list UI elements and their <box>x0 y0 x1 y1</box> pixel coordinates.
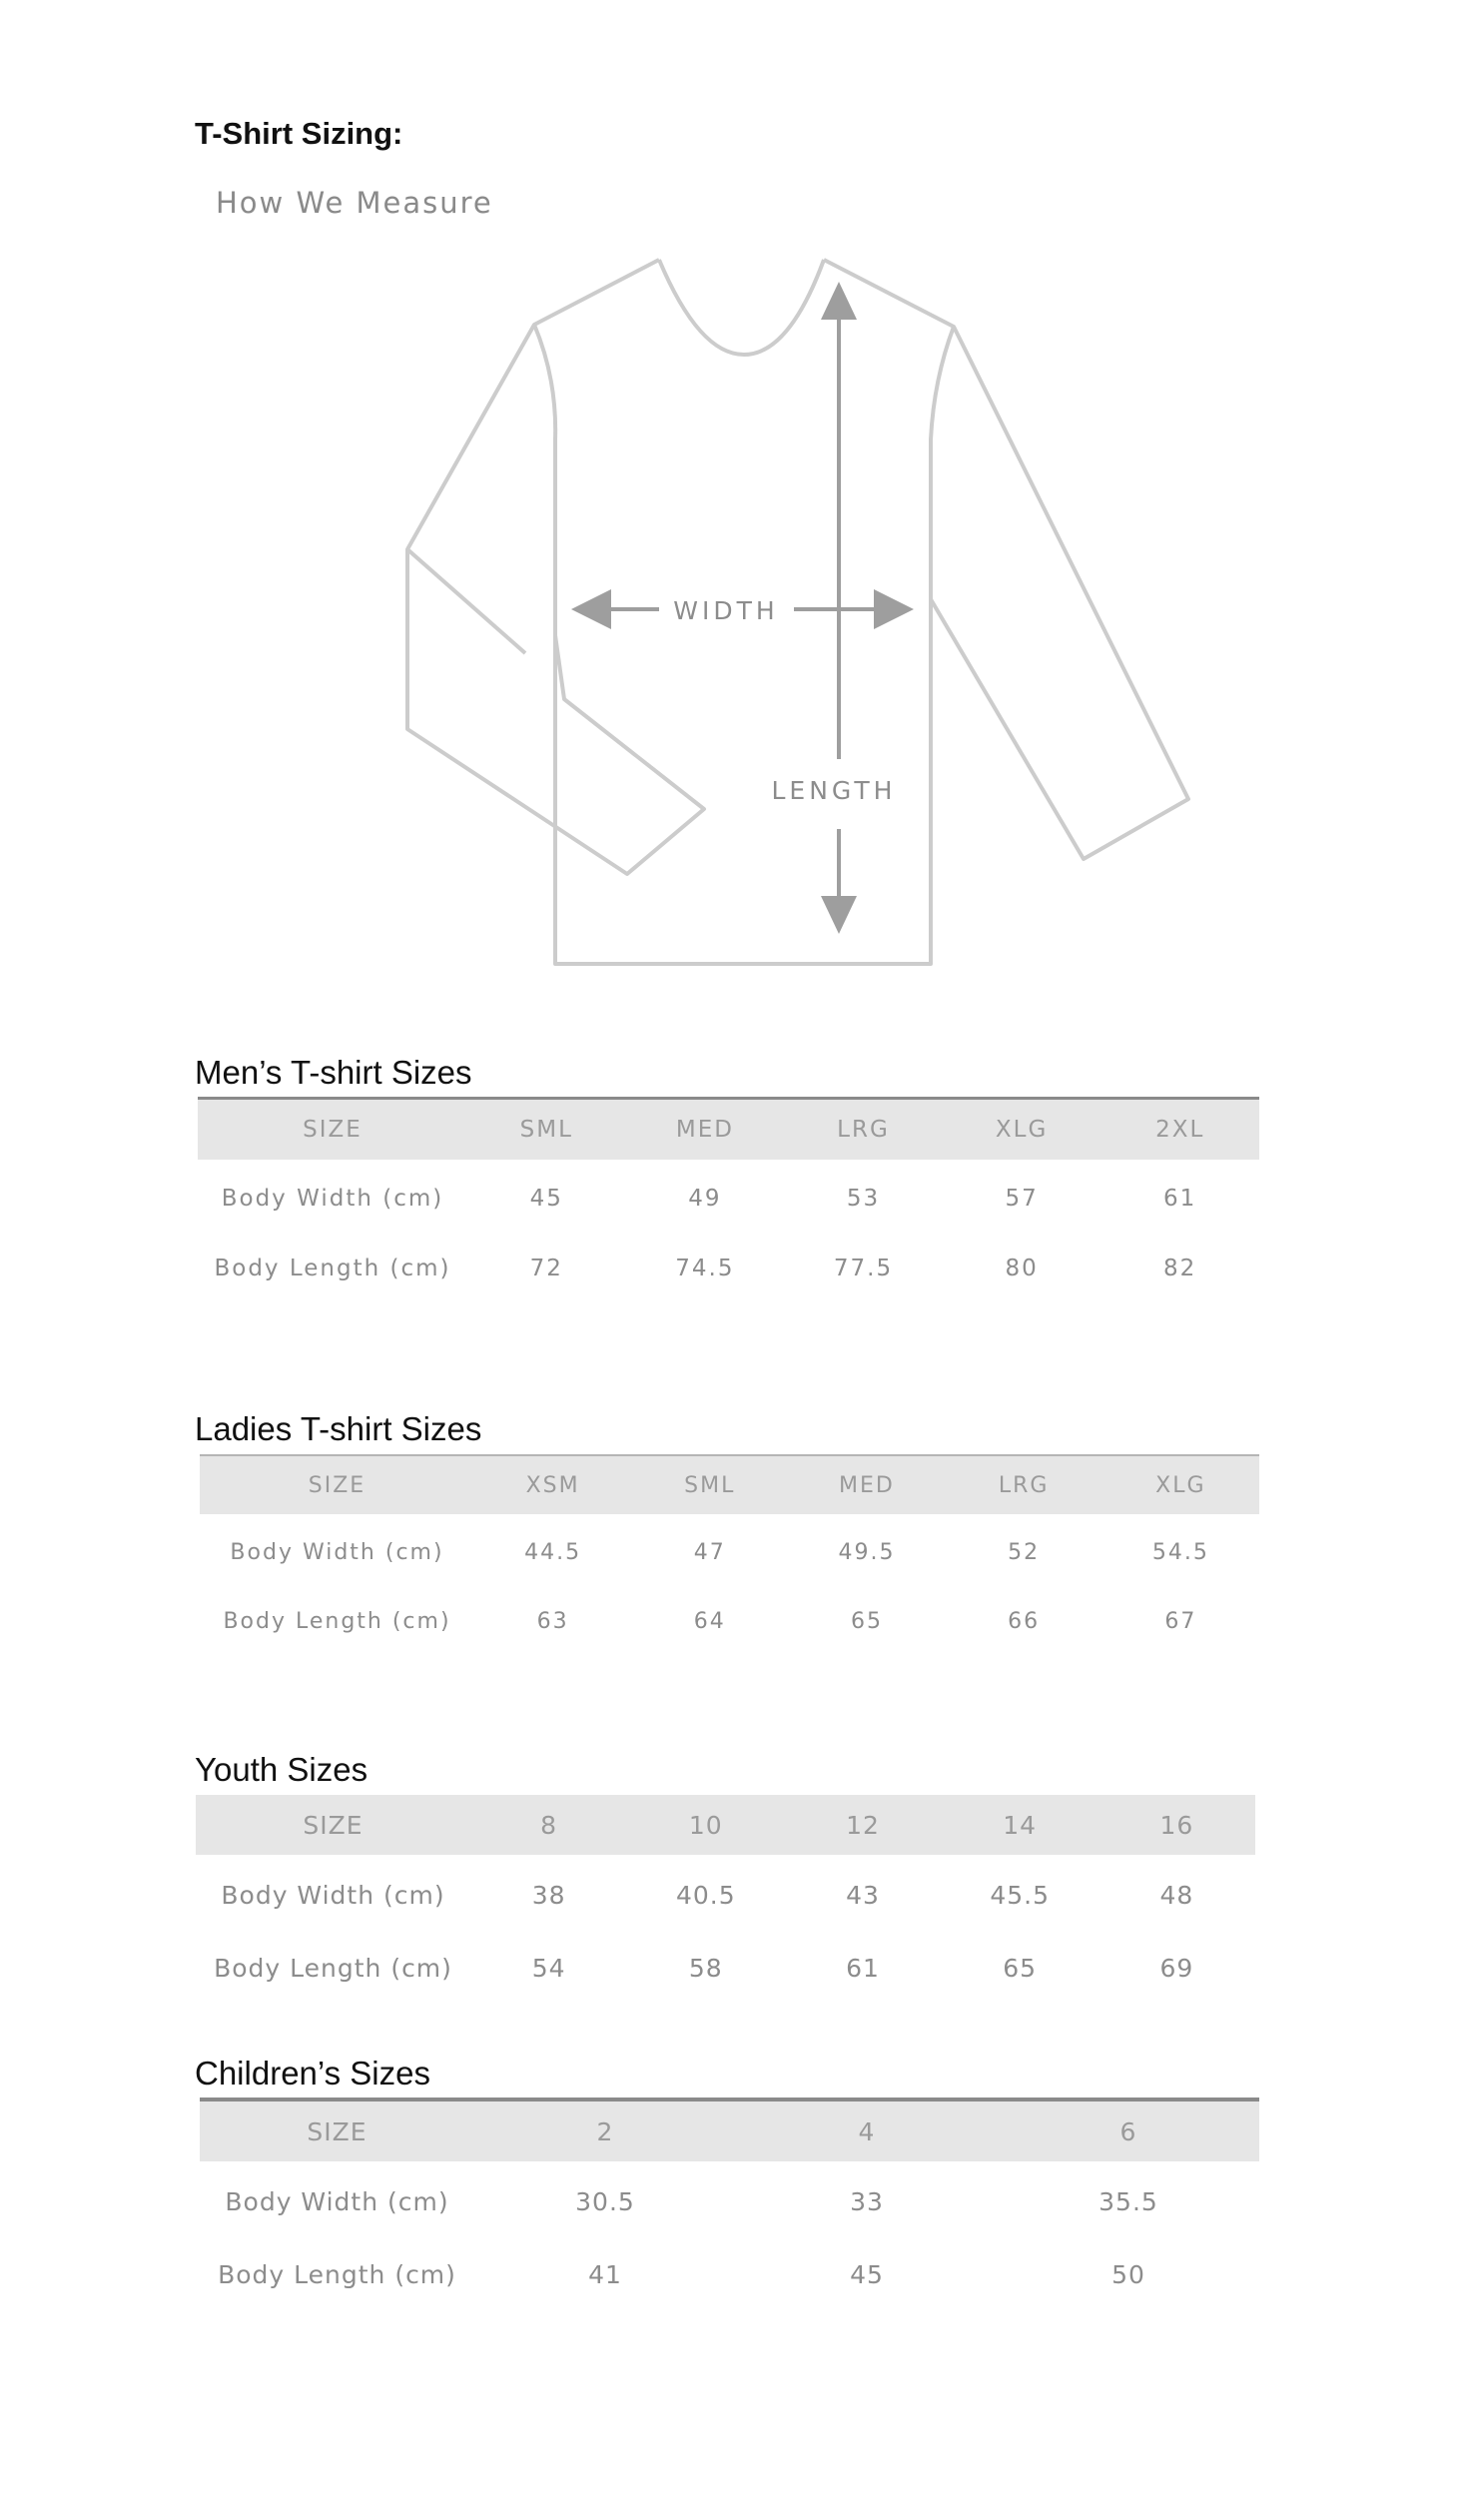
row-label: Body Width (cm) <box>221 1186 444 1212</box>
table-cell: 49 <box>688 1186 722 1212</box>
row-label: Body Length (cm) <box>218 2259 456 2289</box>
mens-size-table <box>198 1100 1259 1299</box>
header-cell: XLG <box>1102 1456 1259 1514</box>
row-label: Body Length (cm) <box>214 1256 451 1281</box>
table-cell: 77.5 <box>833 1256 894 1281</box>
table-cell: 54.5 <box>1151 1539 1209 1565</box>
table-cell: 66 <box>1008 1608 1041 1634</box>
table-cell: 64 <box>693 1608 726 1634</box>
table-cell: 72 <box>529 1256 563 1281</box>
table-row <box>196 1935 1255 2001</box>
page-title: T-Shirt Sizing: <box>195 116 403 151</box>
table-cell: 57 <box>1005 1186 1039 1212</box>
table-header-row <box>198 1100 1259 1160</box>
ladies-section-title: Ladies T-shirt Sizes <box>195 1410 482 1447</box>
table-cell: 50 <box>1111 2259 1145 2289</box>
header-cell: SML <box>467 1100 626 1160</box>
table-cell: 41 <box>588 2259 622 2289</box>
row-label: Body Width (cm) <box>221 1880 445 1910</box>
table-cell: 44.5 <box>524 1539 582 1565</box>
header-cell: XSM <box>474 1456 631 1514</box>
header-cell: 12 <box>784 1795 941 1855</box>
row-label: Body Width (cm) <box>225 2186 449 2216</box>
row-label: Body Width (cm) <box>230 1539 444 1565</box>
header-cell: MED <box>788 1456 945 1514</box>
tshirt-outline <box>407 260 1188 964</box>
table-header-row <box>196 1795 1255 1855</box>
table-cell: 74.5 <box>675 1256 735 1281</box>
ladies-size-table <box>200 1456 1259 1652</box>
table-row <box>200 2161 1259 2241</box>
table-cell: 69 <box>1159 1953 1194 1983</box>
table-cell: 47 <box>693 1539 726 1565</box>
header-cell: 16 <box>1098 1795 1255 1855</box>
table-cell: 54 <box>531 1953 566 1983</box>
table-row <box>200 1514 1259 1590</box>
table-row <box>198 1160 1259 1238</box>
header-cell: XLG <box>943 1100 1101 1160</box>
table-cell: 52 <box>1008 1539 1041 1565</box>
table-row <box>200 1590 1259 1652</box>
table-header-row <box>200 2101 1259 2161</box>
table-cell: 82 <box>1163 1256 1197 1281</box>
table-cell: 40.5 <box>675 1880 736 1910</box>
tshirt-measure-diagram <box>399 250 1218 979</box>
table-cell: 61 <box>846 1953 880 1983</box>
header-cell: SIZE <box>200 1456 474 1514</box>
header-cell: 2XL <box>1100 1100 1259 1160</box>
youth-section-title: Youth Sizes <box>195 1751 368 1788</box>
table-cell: 49.5 <box>838 1539 896 1565</box>
children-section-title: Children’s Sizes <box>195 2055 430 2092</box>
children-size-table <box>200 2101 1259 2307</box>
header-cell: 6 <box>998 2101 1259 2161</box>
row-label: Body Length (cm) <box>223 1608 451 1634</box>
header-cell: 4 <box>736 2101 998 2161</box>
table-cell: 38 <box>531 1880 566 1910</box>
table-cell: 35.5 <box>1098 2186 1158 2216</box>
table-cell: 65 <box>850 1608 883 1634</box>
header-cell: MED <box>626 1100 785 1160</box>
table-cell: 45.5 <box>990 1880 1050 1910</box>
youth-size-table <box>196 1795 1255 2001</box>
table-row <box>200 2241 1259 2307</box>
width-label: WIDTH <box>673 596 779 625</box>
table-cell: 45 <box>529 1186 563 1212</box>
table-row <box>196 1855 1255 1935</box>
table-cell: 53 <box>846 1186 881 1212</box>
table-cell: 45 <box>850 2259 884 2289</box>
length-label: LENGTH <box>771 776 897 805</box>
table-cell: 58 <box>688 1953 723 1983</box>
how-we-measure-label: How We Measure <box>216 186 493 220</box>
table-cell: 30.5 <box>575 2186 635 2216</box>
table-cell: 65 <box>1003 1953 1038 1983</box>
header-cell: SIZE <box>198 1100 467 1160</box>
header-cell: SIZE <box>200 2101 474 2161</box>
header-cell: 2 <box>474 2101 736 2161</box>
mens-section-title: Men’s T-shirt Sizes <box>195 1054 472 1091</box>
header-cell: LRG <box>784 1100 943 1160</box>
table-cell: 63 <box>536 1608 569 1634</box>
header-cell: 10 <box>627 1795 784 1855</box>
header-cell: LRG <box>946 1456 1102 1514</box>
table-cell: 61 <box>1163 1186 1197 1212</box>
header-cell: 8 <box>470 1795 627 1855</box>
table-row <box>198 1238 1259 1299</box>
header-cell: SML <box>631 1456 788 1514</box>
table-cell: 33 <box>850 2186 884 2216</box>
table-header-row <box>200 1456 1259 1514</box>
table-cell: 48 <box>1159 1880 1194 1910</box>
header-cell: SIZE <box>196 1795 470 1855</box>
header-cell: 14 <box>942 1795 1098 1855</box>
table-cell: 80 <box>1005 1256 1039 1281</box>
row-label: Body Length (cm) <box>214 1953 452 1983</box>
table-cell: 43 <box>846 1880 880 1910</box>
table-cell: 67 <box>1164 1608 1197 1634</box>
